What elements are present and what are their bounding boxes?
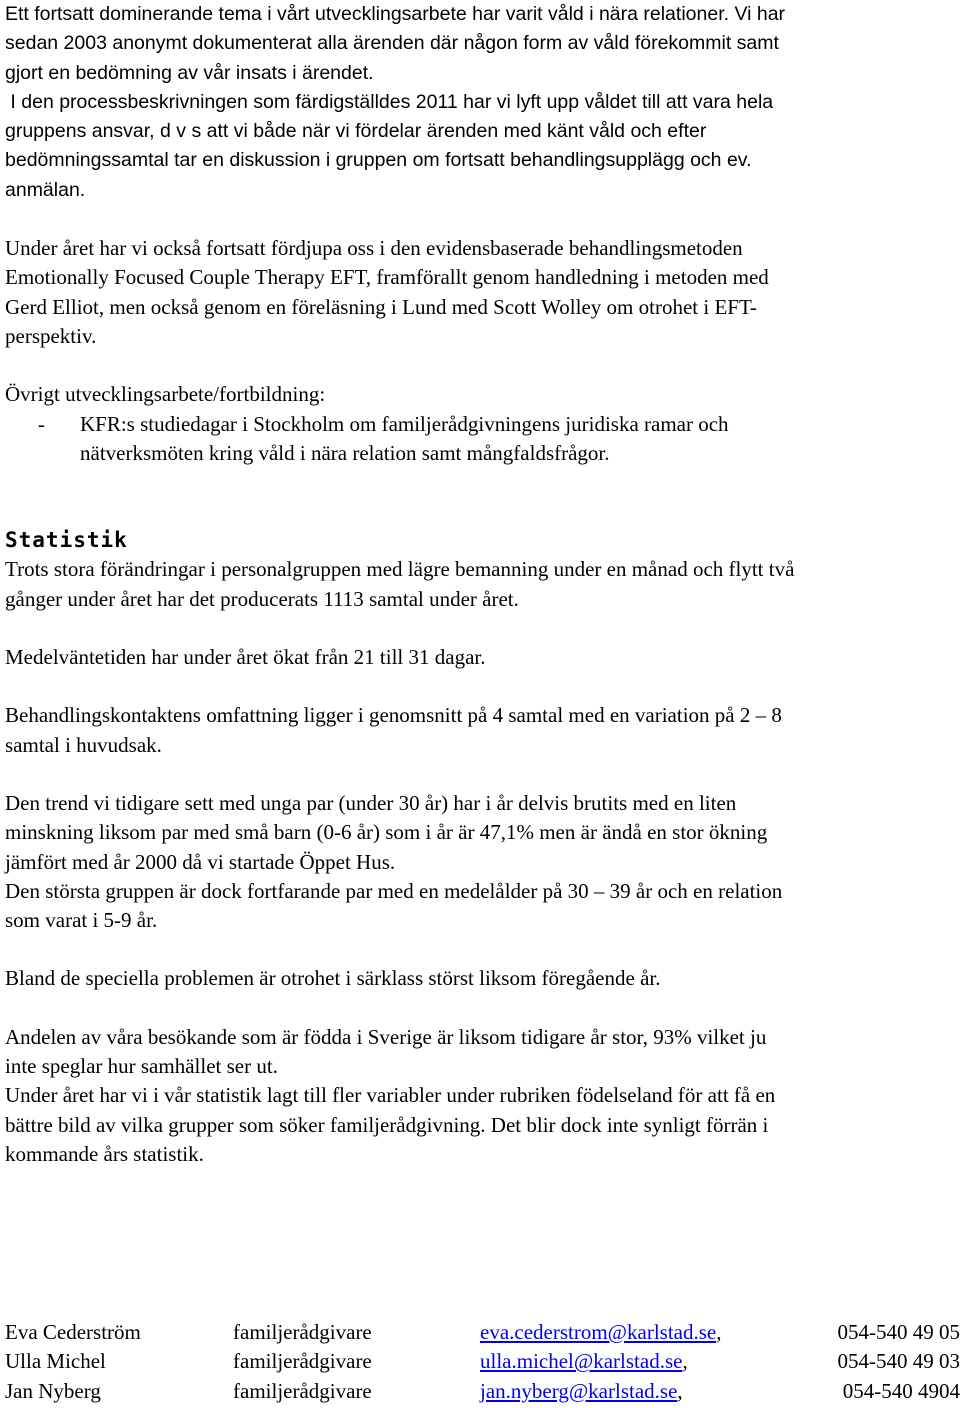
text-line: Medelväntetiden har under året ökat från 21 till 31 dagar. (5, 645, 486, 670)
contact-list (5, 1318, 960, 1406)
text-line: KFR:s studiedagar i Stockholm om familjerådgivningens juridiska ramar och (80, 411, 729, 436)
text-line: Bland de speciella problemen är otrohet i särklass störst liksom föregående år. (5, 966, 661, 991)
text-line: minskning liksom par med små barn (0-6 år) som i år är 47,1% men är ändå en stor ökning (5, 820, 768, 845)
contact-name: Eva Cederström (5, 1320, 141, 1344)
contact-email (480, 1347, 688, 1376)
eft-paragraph (5, 234, 960, 351)
contact-name: Jan Nyberg (5, 1378, 101, 1403)
intro-paragraph (5, 0, 960, 205)
text-line: gånger under året har det producerats 1113 samtal under året. (5, 586, 519, 611)
text-line: Under året har vi också fortsatt fördjupa oss i den evidensbaserade behandlingsmetoden (5, 236, 743, 261)
statistics-paragraph (5, 643, 960, 672)
list-item (5, 410, 960, 469)
statistics-paragraph (5, 701, 960, 760)
text-line: bättre bild av vilka grupper som söker familjerådgivning. Det blir dock inte synligt förrän i (5, 1112, 769, 1137)
text-line: kommande års statistik. (5, 1141, 204, 1166)
statistics-section (5, 526, 960, 1169)
statistics-paragraph (5, 1023, 960, 1169)
email-link[interactable]: eva.cederstrom@karlstad.se (480, 1320, 717, 1344)
text-line: gjort en bedömning av vår insats i ärendet. (5, 61, 374, 84)
text-line: Emotionally Focused Couple Therapy EFT, framförallt genom handledning i metoden med (5, 265, 769, 290)
contact-row (5, 1347, 960, 1376)
contact-role: familjerådgivare (233, 1320, 372, 1344)
document-body (5, 0, 960, 1169)
text-line: I den processbeskrivningen som färdigställdes 2011 har vi lyft upp våldet till att vara hela (5, 90, 774, 113)
text-line: bedömningssamtal tar en diskussion i gruppen om fortsatt behandlingsupplägg och ev. (5, 149, 752, 172)
text-line: sedan 2003 anonymt dokumenterat alla ärenden där någon form av våld förekommit samt (5, 32, 779, 55)
text-line: Den största gruppen är dock fortfarande par med en medelålder på 30 – 39 år och en relation (5, 878, 783, 903)
text-line: Under året har vi i vår statistik lagt till fler variabler under rubriken födelseland för att få en (5, 1083, 776, 1108)
contact-role: familjerådgivare (233, 1349, 372, 1374)
text-line: gruppens ansvar, d v s att vi både när vi fördelar ärenden med känt våld och efter (5, 120, 707, 143)
separator: , (682, 1349, 688, 1374)
text-line: Ett fortsatt dominerande tema i vårt utvecklingsarbete har varit våld i nära relationer. Vi har (5, 3, 786, 25)
text-line: som varat i 5-9 år. (5, 908, 158, 933)
text-line: inte speglar hur samhället ser ut. (5, 1054, 278, 1079)
separator: , (677, 1378, 683, 1403)
text-line: perspektiv. (5, 323, 97, 348)
list-dash: - (38, 411, 45, 436)
statistics-paragraph (5, 789, 960, 935)
contact-row (5, 1377, 960, 1406)
text-line: jämfört med år 2000 då vi startade Öppet Hus. (5, 849, 396, 874)
text-line: anmälan. (5, 178, 86, 201)
contact-phone: 054-540 49 03 (837, 1349, 960, 1374)
statistics-paragraph (5, 964, 960, 993)
email-link[interactable]: jan.nyberg@karlstad.se (480, 1378, 678, 1403)
contact-role: familjerådgivare (233, 1378, 372, 1403)
contact-email (480, 1318, 722, 1347)
separator: , (716, 1320, 722, 1344)
statistics-paragraph (5, 555, 960, 614)
text-line: Behandlingskontaktens omfattning ligger i genomsnitt på 4 samtal med en variation på 2 – 8 (5, 703, 782, 728)
text-line: Den trend vi tidigare sett med unga par (under 30 år) har i år delvis brutits med en liten (5, 790, 737, 815)
section-title: Övrigt utvecklingsarbete/fortbildning: (5, 382, 326, 407)
text-line: Andelen av våra besökande som är födda i Sverige är liksom tidigare år stor, 93% vilket ju (5, 1024, 767, 1049)
text-line: nätverksmöten kring våld i nära relation samt mångfaldsfrågor. (80, 440, 610, 465)
statistics-heading: Statistik (5, 528, 128, 553)
contact-name: Ulla Michel (5, 1349, 106, 1374)
email-link[interactable]: ulla.michel@karlstad.se (480, 1349, 683, 1374)
contact-phone: 054-540 4904 (842, 1378, 960, 1403)
contact-row (5, 1318, 960, 1347)
text-line: Gerd Elliot, men också genom en föreläsning i Lund med Scott Wolley om otrohet i EFT- (5, 294, 757, 319)
text-line: samtal i huvudsak. (5, 732, 162, 757)
other-development-section (5, 380, 960, 468)
contact-email (480, 1377, 683, 1406)
text-line: Trots stora förändringar i personalgruppen med lägre bemanning under en månad och flytt två (5, 557, 795, 582)
contact-phone: 054-540 49 05 (837, 1320, 960, 1344)
